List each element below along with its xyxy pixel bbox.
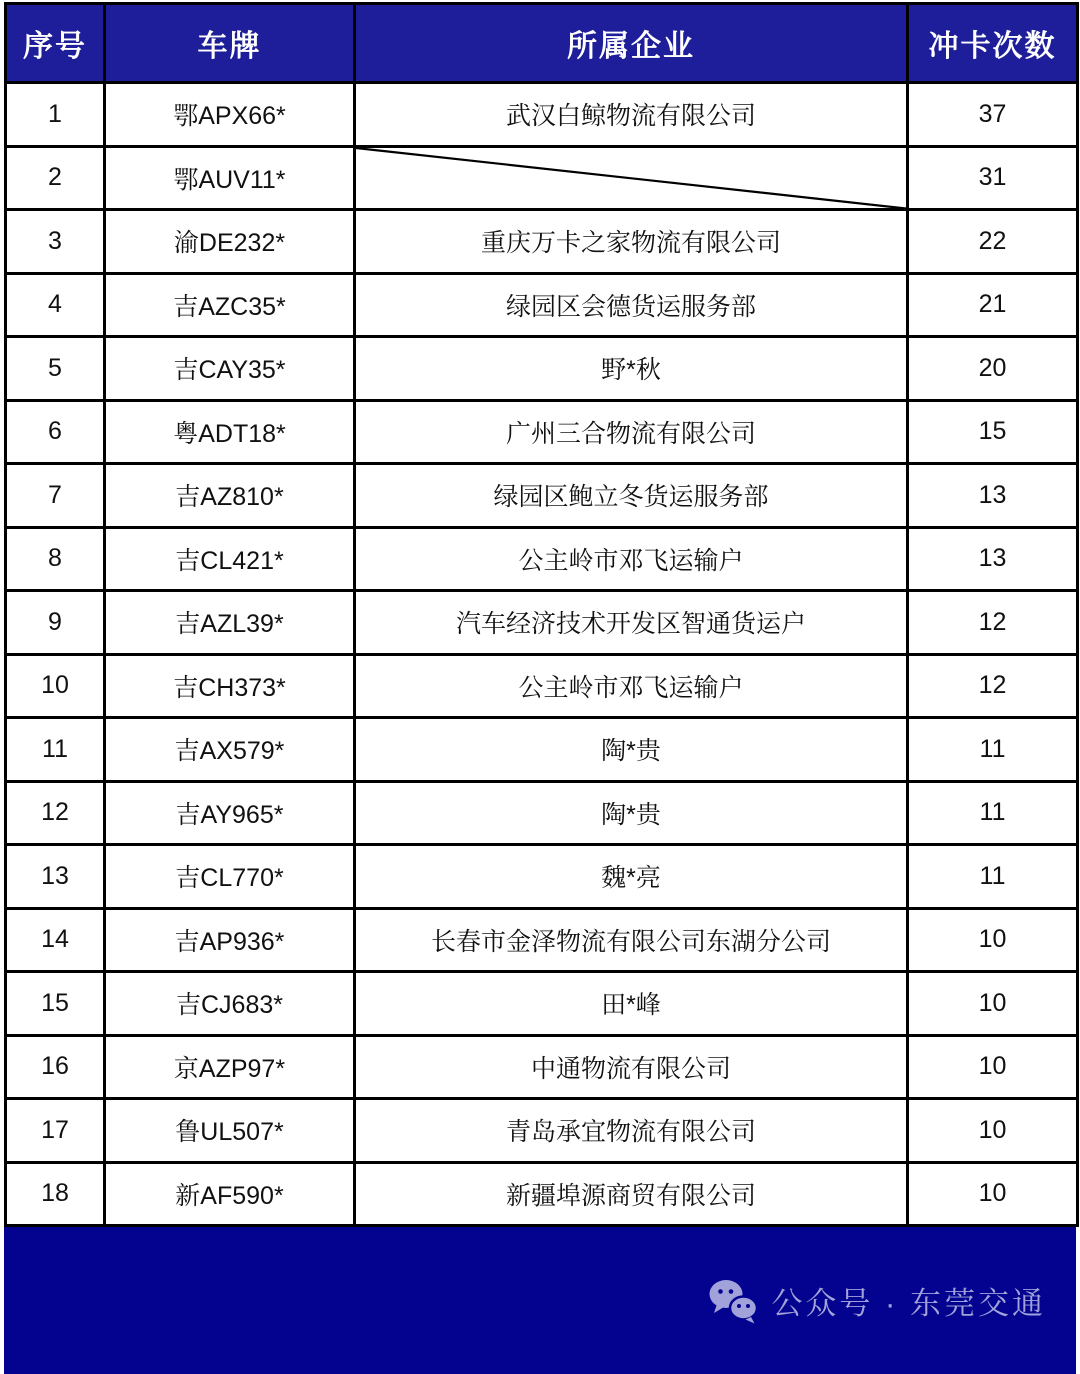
- company-cell: [355, 273, 908, 337]
- company-cell: [355, 908, 908, 972]
- plate-number-cell: 吉CAY35*: [105, 337, 355, 401]
- plate-number-cell: 鄂APX66*: [105, 83, 355, 147]
- violation-count-cell: 13: [908, 464, 1078, 528]
- table-row: [6, 908, 1078, 972]
- table-row: [6, 464, 1078, 528]
- row-index-cell: 7: [6, 464, 105, 528]
- plate-number-cell: 吉CJ683*: [105, 972, 355, 1036]
- row-index-cell: 5: [6, 337, 105, 401]
- plate-number-cell: 吉CL421*: [105, 527, 355, 591]
- table-row: [6, 527, 1078, 591]
- violation-table: [4, 2, 1079, 1227]
- table-row: [6, 1099, 1078, 1163]
- row-index-cell: 13: [6, 845, 105, 909]
- row-index-cell: 10: [6, 654, 105, 718]
- company-name: 武汉白鲸物流有限公司: [505, 102, 756, 131]
- table-row: [6, 337, 1078, 401]
- violation-count-cell: 21: [908, 273, 1078, 337]
- company-name: 广州三合物流有限公司: [505, 419, 756, 448]
- violation-count-cell: 10: [908, 1035, 1078, 1099]
- company-cell: [355, 210, 908, 274]
- plate-number-cell: 吉AZL39*: [105, 591, 355, 655]
- company-cell: [355, 1035, 908, 1099]
- company-name: 长春市金泽物流有限公司东湖分公司: [430, 927, 831, 956]
- violation-count-cell: 12: [908, 591, 1078, 655]
- violation-count-cell: 10: [908, 908, 1078, 972]
- row-index-cell: 17: [6, 1099, 105, 1163]
- plate-number-cell: 吉AX579*: [105, 718, 355, 782]
- table-row: [6, 654, 1078, 718]
- violation-count-cell: 31: [908, 146, 1078, 210]
- company-name: 陶*贵: [601, 737, 661, 766]
- plate-number-cell: 吉CH373*: [105, 654, 355, 718]
- company-cell: [355, 1162, 908, 1226]
- company-cell: [355, 527, 908, 591]
- company-cell: [355, 845, 908, 909]
- violation-count-cell: 12: [908, 654, 1078, 718]
- row-index-cell: 18: [6, 1162, 105, 1226]
- table-row: [6, 718, 1078, 782]
- company-name: 新疆埠源商贸有限公司: [505, 1181, 756, 1210]
- company-cell: [355, 591, 908, 655]
- wechat-account-label: 公众号 · 东莞交通: [771, 1286, 1046, 1321]
- table-row: [6, 210, 1078, 274]
- company-name: 绿园区会德货运服务部: [505, 292, 756, 321]
- violation-count-cell: 10: [908, 972, 1078, 1036]
- plate-number-cell: 吉AP936*: [105, 908, 355, 972]
- company-name: 绿园区鲍立冬货运服务部: [493, 483, 769, 512]
- plate-number-cell: 鲁UL507*: [105, 1099, 355, 1163]
- table-row: [6, 273, 1078, 337]
- violation-count-cell: 15: [908, 400, 1078, 464]
- row-index-cell: 3: [6, 210, 105, 274]
- plate-number-cell: 粤ADT18*: [105, 400, 355, 464]
- company-name: 公主岭市邓飞运输户: [518, 673, 744, 702]
- violation-count-cell: 13: [908, 527, 1078, 591]
- table-row: [6, 83, 1078, 147]
- company-cell: [355, 464, 908, 528]
- plate-number-cell: 吉AZ810*: [105, 464, 355, 528]
- violation-count-cell: 11: [908, 781, 1078, 845]
- company-name: 野*秋: [601, 356, 661, 385]
- table-row: [6, 781, 1078, 845]
- wechat-icon: [707, 1278, 759, 1324]
- company-name: 中通物流有限公司: [530, 1054, 731, 1083]
- table-row: [6, 400, 1078, 464]
- row-index-cell: 11: [6, 718, 105, 782]
- plate-number-cell: 吉CL770*: [105, 845, 355, 909]
- company-cell: [355, 972, 908, 1036]
- violation-count-cell: 11: [908, 845, 1078, 909]
- row-index-cell: 16: [6, 1035, 105, 1099]
- row-index-cell: 8: [6, 527, 105, 591]
- plate-number-cell: 鄂AUV11*: [105, 146, 355, 210]
- header-row: [6, 4, 1078, 83]
- company-name: 田*峰: [601, 991, 661, 1020]
- table-row: [6, 1035, 1078, 1099]
- company-cell: [355, 718, 908, 782]
- table-header: [6, 4, 1078, 83]
- row-index-cell: 1: [6, 83, 105, 147]
- table-row: [6, 972, 1078, 1036]
- footer-bar: [4, 1227, 1076, 1374]
- company-cell: [355, 400, 908, 464]
- company-name: 青岛承宜物流有限公司: [505, 1118, 756, 1147]
- row-index-cell: 2: [6, 146, 105, 210]
- row-index-cell: 15: [6, 972, 105, 1036]
- company-cell: [355, 654, 908, 718]
- company-name: 魏*亮: [601, 864, 661, 893]
- company-cell: [355, 1099, 908, 1163]
- table-body: [6, 83, 1078, 1226]
- row-index-cell: 4: [6, 273, 105, 337]
- row-index-cell: 14: [6, 908, 105, 972]
- company-cell: [355, 337, 908, 401]
- company-name: 汽车经济技术开发区智通货运户: [455, 610, 806, 639]
- violation-count-cell: 22: [908, 210, 1078, 274]
- company-cell: [355, 781, 908, 845]
- company-cell: [355, 83, 908, 147]
- row-index-cell: 9: [6, 591, 105, 655]
- company-name: 重庆万卡之家物流有限公司: [480, 229, 781, 258]
- plate-number-cell: 京AZP97*: [105, 1035, 355, 1099]
- table-row: [6, 845, 1078, 909]
- company-cell: [355, 146, 908, 210]
- plate-number-cell: 吉AZC35*: [105, 273, 355, 337]
- table-row: [6, 146, 1078, 210]
- diagonal-strike-line: [356, 148, 906, 209]
- company-name: 公主岭市邓飞运输户: [518, 546, 744, 575]
- row-index-cell: 6: [6, 400, 105, 464]
- violation-count-cell: 37: [908, 83, 1078, 147]
- table-row: [6, 591, 1078, 655]
- plate-number-cell: 吉AY965*: [105, 781, 355, 845]
- col-header-company: 所属企业: [355, 4, 908, 83]
- col-header-index: 序号: [6, 4, 105, 83]
- row-index-cell: 12: [6, 781, 105, 845]
- company-name: 陶*贵: [601, 800, 661, 829]
- plate-number-cell: 渝DE232*: [105, 210, 355, 274]
- col-header-count: 冲卡次数: [908, 4, 1078, 83]
- plate-number-cell: 新AF590*: [105, 1162, 355, 1226]
- violation-count-cell: 10: [908, 1099, 1078, 1163]
- violation-count-cell: 11: [908, 718, 1078, 782]
- violation-count-cell: 10: [908, 1162, 1078, 1226]
- table-row: [6, 1162, 1078, 1226]
- violation-count-cell: 20: [908, 337, 1078, 401]
- col-header-plate: 车牌: [105, 4, 355, 83]
